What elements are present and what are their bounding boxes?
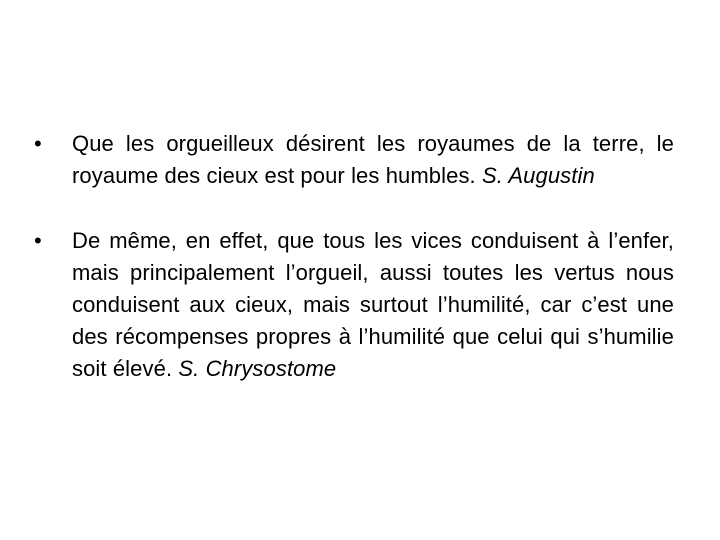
quote-text: De même, en effet, que tous les vices conduisent à l’enfer, mais principalement l’orgueil, aussi toutes les vertus nous conduisent aux cieux, mais surtout l’humilité, car c’est une des récompenses propres à l’humilité que celui qui s’humilie soit élevé. — [72, 228, 674, 381]
quote-item-chrysostome — [34, 225, 674, 385]
quote-text: Que les orgueilleux désirent les royaumes de la terre, le royaume des cieux est pour les humbles. — [72, 131, 674, 188]
bullet-icon: • — [34, 131, 42, 156]
quote-source: S. Chrysostome — [178, 356, 337, 381]
quote-item-augustin — [34, 128, 674, 192]
bullet-icon: • — [34, 228, 42, 253]
quote-list — [34, 128, 674, 418]
quote-source: S. Augustin — [482, 163, 595, 188]
